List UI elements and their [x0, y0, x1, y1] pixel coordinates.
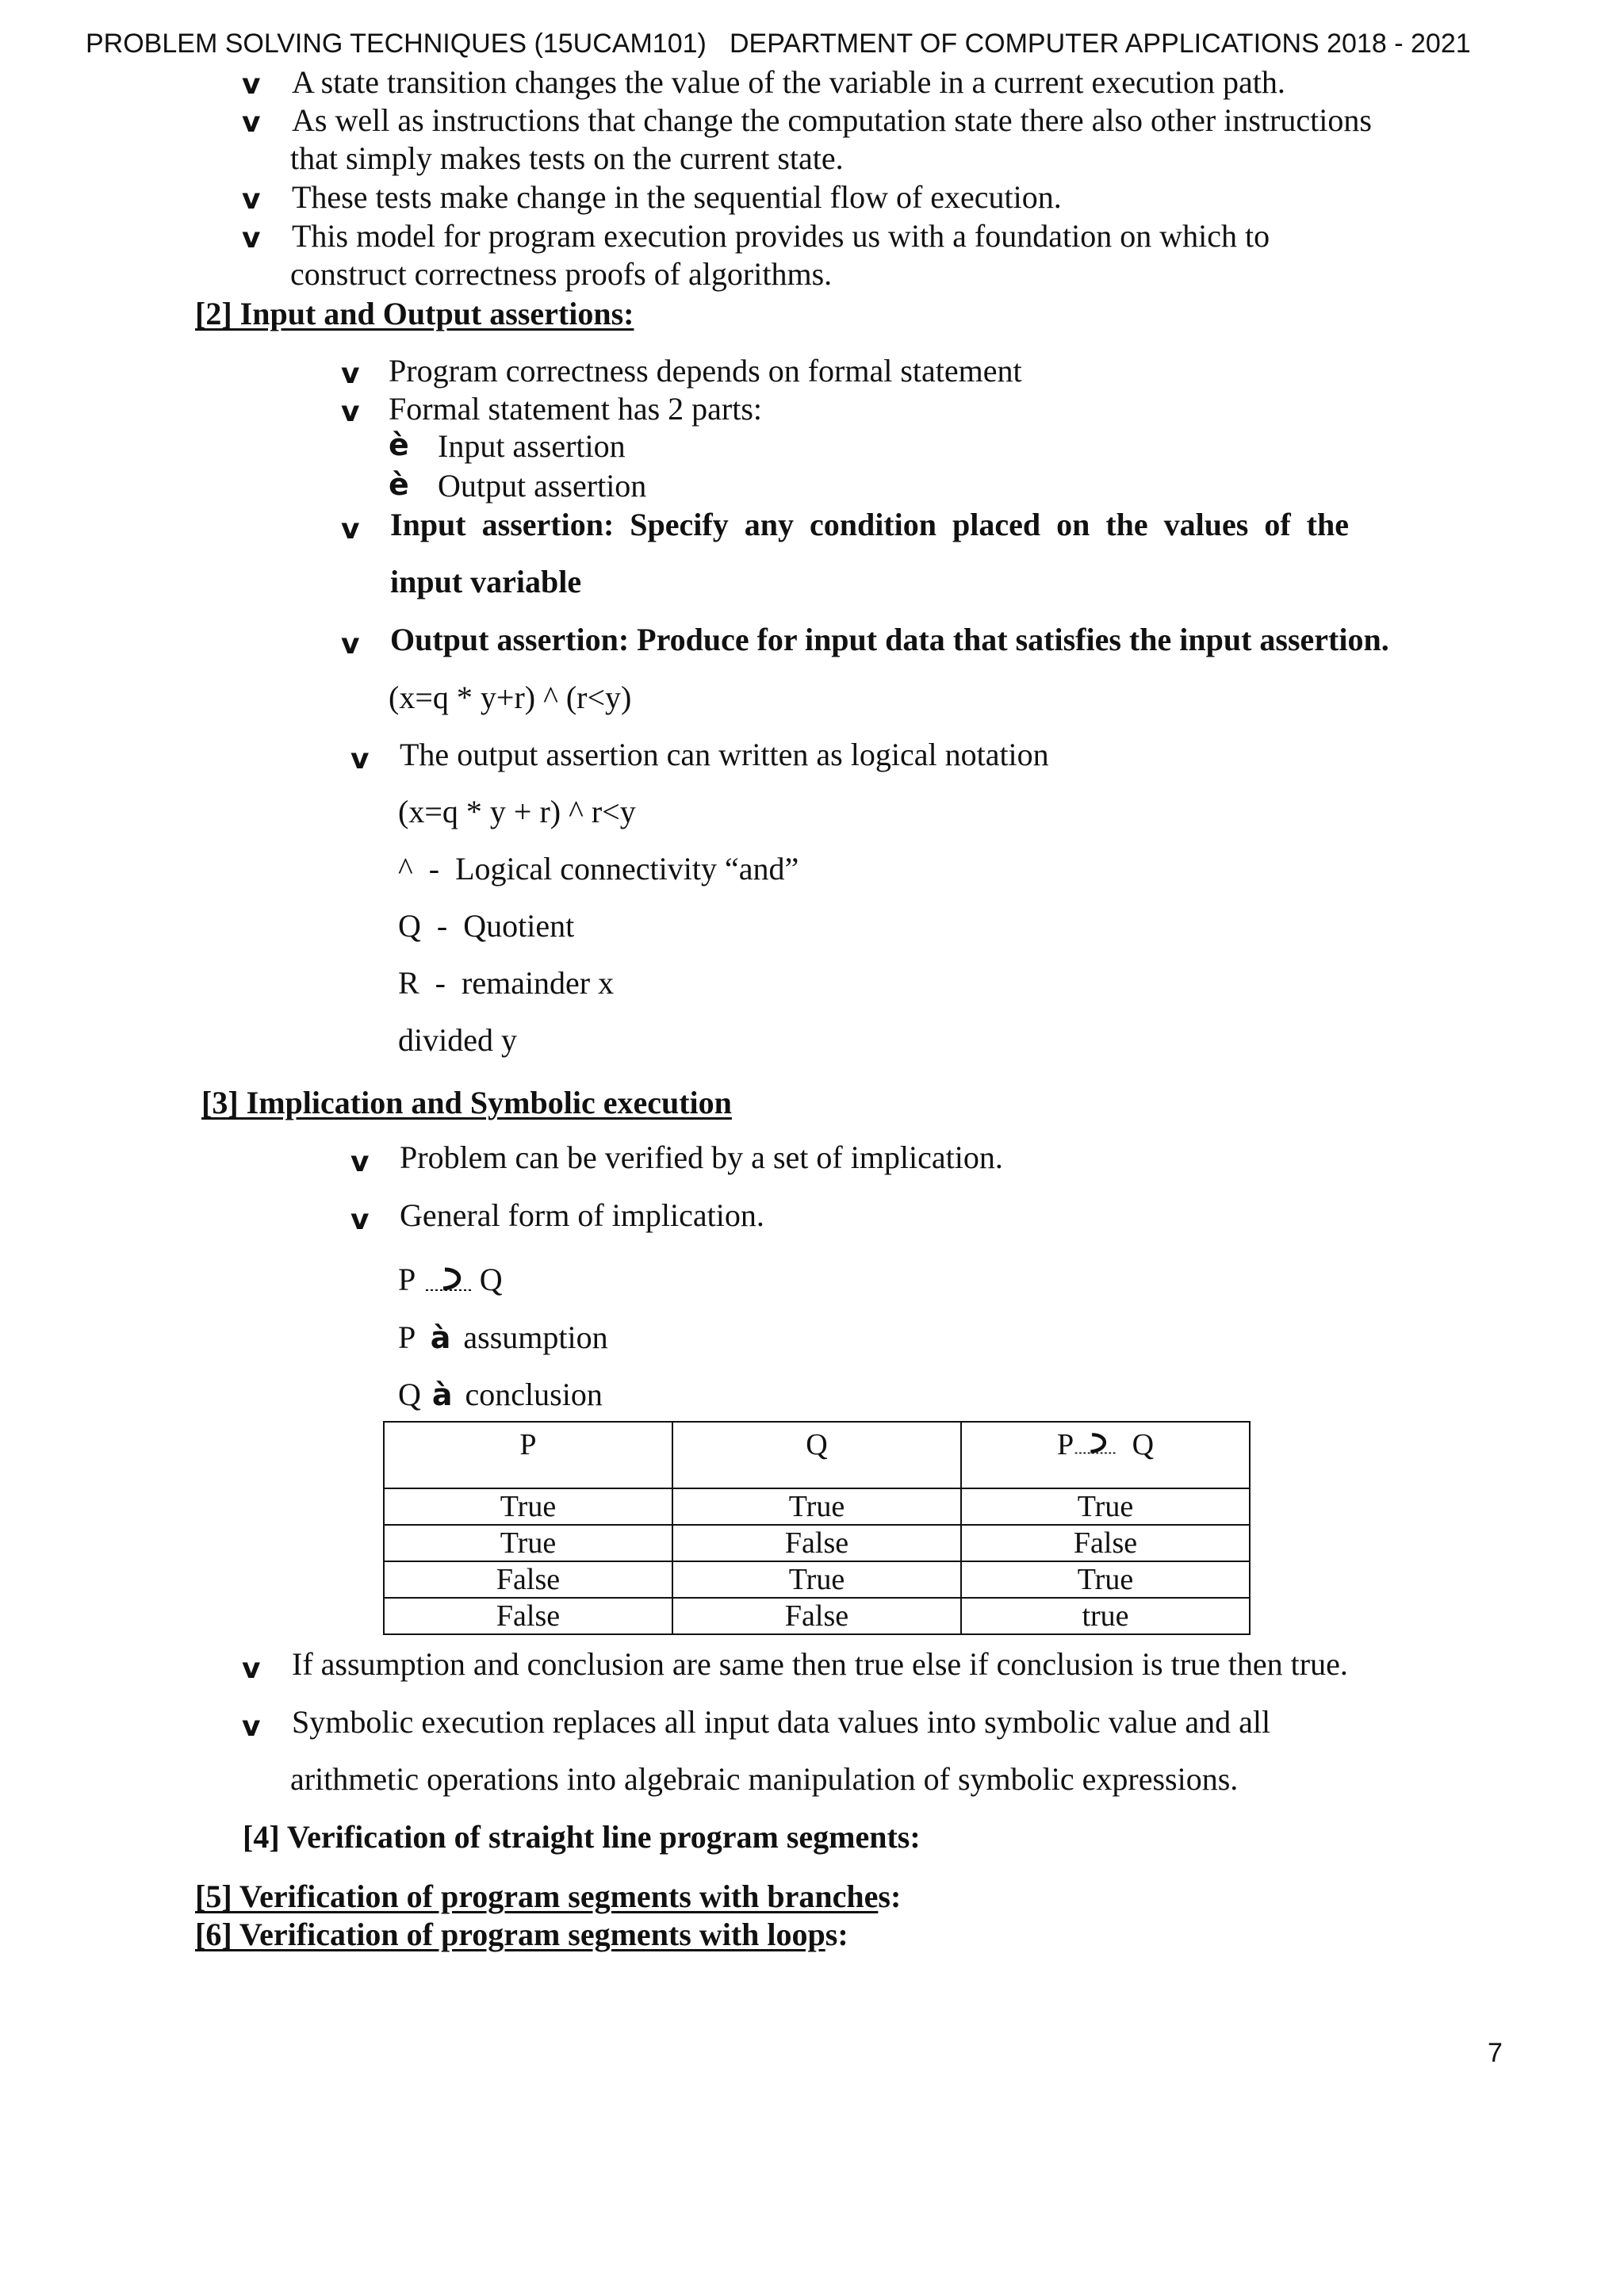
- v-check-bullet-icon: v: [341, 628, 360, 661]
- assumption-text: assumption: [463, 1319, 608, 1355]
- v-check-bullet-icon: v: [242, 222, 261, 255]
- top-bullet-3: These tests make change in the sequential flow of execution.: [292, 179, 1062, 215]
- header-p: P: [384, 1422, 672, 1488]
- s2-equation-1: (x=q * y+r) ^ (r<y): [389, 680, 632, 715]
- table-cell: True: [384, 1525, 672, 1561]
- implies-icon: [1074, 1427, 1124, 1459]
- v-check-bullet-icon: v: [341, 513, 360, 546]
- top-bullet-1: A state transition changes the value of the variable in a current execution path.: [292, 64, 1285, 100]
- table-cell: True: [672, 1488, 961, 1525]
- s2-legend-divided: divided y: [398, 1022, 517, 1058]
- header-right: DEPARTMENT OF COMPUTER APPLICATIONS 2018 - 2021: [730, 29, 1471, 59]
- arrow-right-icon: à: [431, 1377, 453, 1412]
- section-5-heading: [5] Verification of program segments with branches:: [195, 1878, 902, 1914]
- v-check-bullet-icon: v: [242, 106, 261, 139]
- table-row: [384, 1598, 1250, 1634]
- page-number: 7: [1488, 2038, 1503, 2068]
- v-check-bullet-icon: v: [242, 1710, 261, 1743]
- header-p-implies-q: P Q: [961, 1422, 1250, 1488]
- implication-p: P: [398, 1262, 415, 1297]
- conclusion-line: [398, 1376, 603, 1414]
- table-row: [384, 1561, 1250, 1598]
- s3-bullet-2: General form of implication.: [400, 1197, 764, 1233]
- v-check-bullet-icon: v: [242, 68, 261, 101]
- s2-bullet-1: Program correctness depends on formal statement: [389, 353, 1022, 389]
- section-2-heading: [2] Input and Output assertions:: [195, 296, 634, 331]
- assumption-line: [398, 1319, 608, 1357]
- s2-bullet-3: Input assertion: Specify any condition placed on the values of the: [390, 507, 1349, 542]
- table-cell: False: [672, 1525, 961, 1561]
- implies-icon: [423, 1263, 480, 1295]
- s2-legend-remainder: R - remainder x: [398, 965, 615, 1001]
- truth-table: [383, 1421, 1251, 1635]
- top-bullet-4: This model for program execution provides us with a foundation on which to: [292, 218, 1270, 254]
- section-4-heading: [4] Verification of straight line program segments:: [243, 1819, 921, 1855]
- s3-after-2: Symbolic execution replaces all input data values into symbolic value and all: [292, 1704, 1271, 1740]
- v-check-bullet-icon: v: [242, 183, 261, 216]
- truth-table-header: [384, 1422, 1250, 1488]
- v-check-bullet-icon: v: [350, 1204, 370, 1236]
- s2-bullet-5: The output assertion can written as logical notation: [400, 737, 1049, 772]
- s2-equation-2: (x=q * y + r) ^ r<y: [398, 794, 636, 829]
- s2-legend-and: ^ - Logical connectivity “and”: [398, 851, 799, 887]
- section-3-heading: [3] Implication and Symbolic execution: [201, 1085, 732, 1120]
- table-cell: True: [672, 1561, 961, 1598]
- table-cell: False: [672, 1598, 961, 1634]
- arrow-bullet-icon: è: [389, 427, 409, 462]
- conclusion-text: conclusion: [465, 1377, 603, 1412]
- implication-q: Q: [479, 1262, 503, 1297]
- table-row: [384, 1525, 1250, 1561]
- table-cell: True: [961, 1561, 1250, 1598]
- table-cell: true: [961, 1598, 1250, 1634]
- table-cell: False: [384, 1598, 672, 1634]
- table-cell: False: [384, 1561, 672, 1598]
- v-check-bullet-icon: v: [350, 743, 370, 776]
- table-cell: True: [961, 1488, 1250, 1525]
- s2-bullet-2: Formal statement has 2 parts:: [389, 391, 763, 427]
- implication-form: [398, 1261, 503, 1299]
- conclusion-q: Q: [398, 1377, 421, 1412]
- arrow-bullet-icon: è: [389, 467, 409, 502]
- s3-bullet-1: Problem can be verified by a set of implication.: [400, 1139, 1003, 1175]
- arrow-right-icon: à: [430, 1320, 451, 1355]
- s2-legend-quotient: Q - Quotient: [398, 908, 575, 944]
- s3-after-1: If assumption and conclusion are same then true else if conclusion is true then true.: [292, 1646, 1348, 1682]
- table-row: [384, 1488, 1250, 1525]
- s2-bullet-3-cont: input variable: [390, 564, 582, 599]
- table-cell: True: [384, 1488, 672, 1525]
- top-bullet-2: As well as instructions that change the computation state there also other instructions: [292, 102, 1372, 138]
- header-q: Q: [672, 1422, 961, 1488]
- s2-bullet-4: Output assertion: Produce for input data that satisfies the input assertion.: [390, 622, 1389, 657]
- s2-sub-1: Input assertion: [438, 428, 626, 464]
- top-bullet-4-cont: construct correctness proofs of algorithms.: [290, 256, 833, 292]
- header-left: PROBLEM SOLVING TECHNIQUES (15UCAM101): [86, 29, 707, 59]
- v-check-bullet-icon: v: [341, 358, 360, 390]
- section-6-heading: [6] Verification of program segments with loops:: [195, 1917, 848, 1952]
- v-check-bullet-icon: v: [341, 396, 360, 428]
- v-check-bullet-icon: v: [242, 1653, 261, 1685]
- s2-sub-2: Output assertion: [438, 468, 647, 504]
- v-check-bullet-icon: v: [350, 1146, 370, 1178]
- assumption-p: P: [398, 1319, 415, 1355]
- s3-after-2-cont: arithmetic operations into algebraic manipulation of symbolic expressions.: [290, 1761, 1239, 1797]
- table-cell: False: [961, 1525, 1250, 1561]
- top-bullet-2-cont: that simply makes tests on the current state.: [290, 140, 844, 176]
